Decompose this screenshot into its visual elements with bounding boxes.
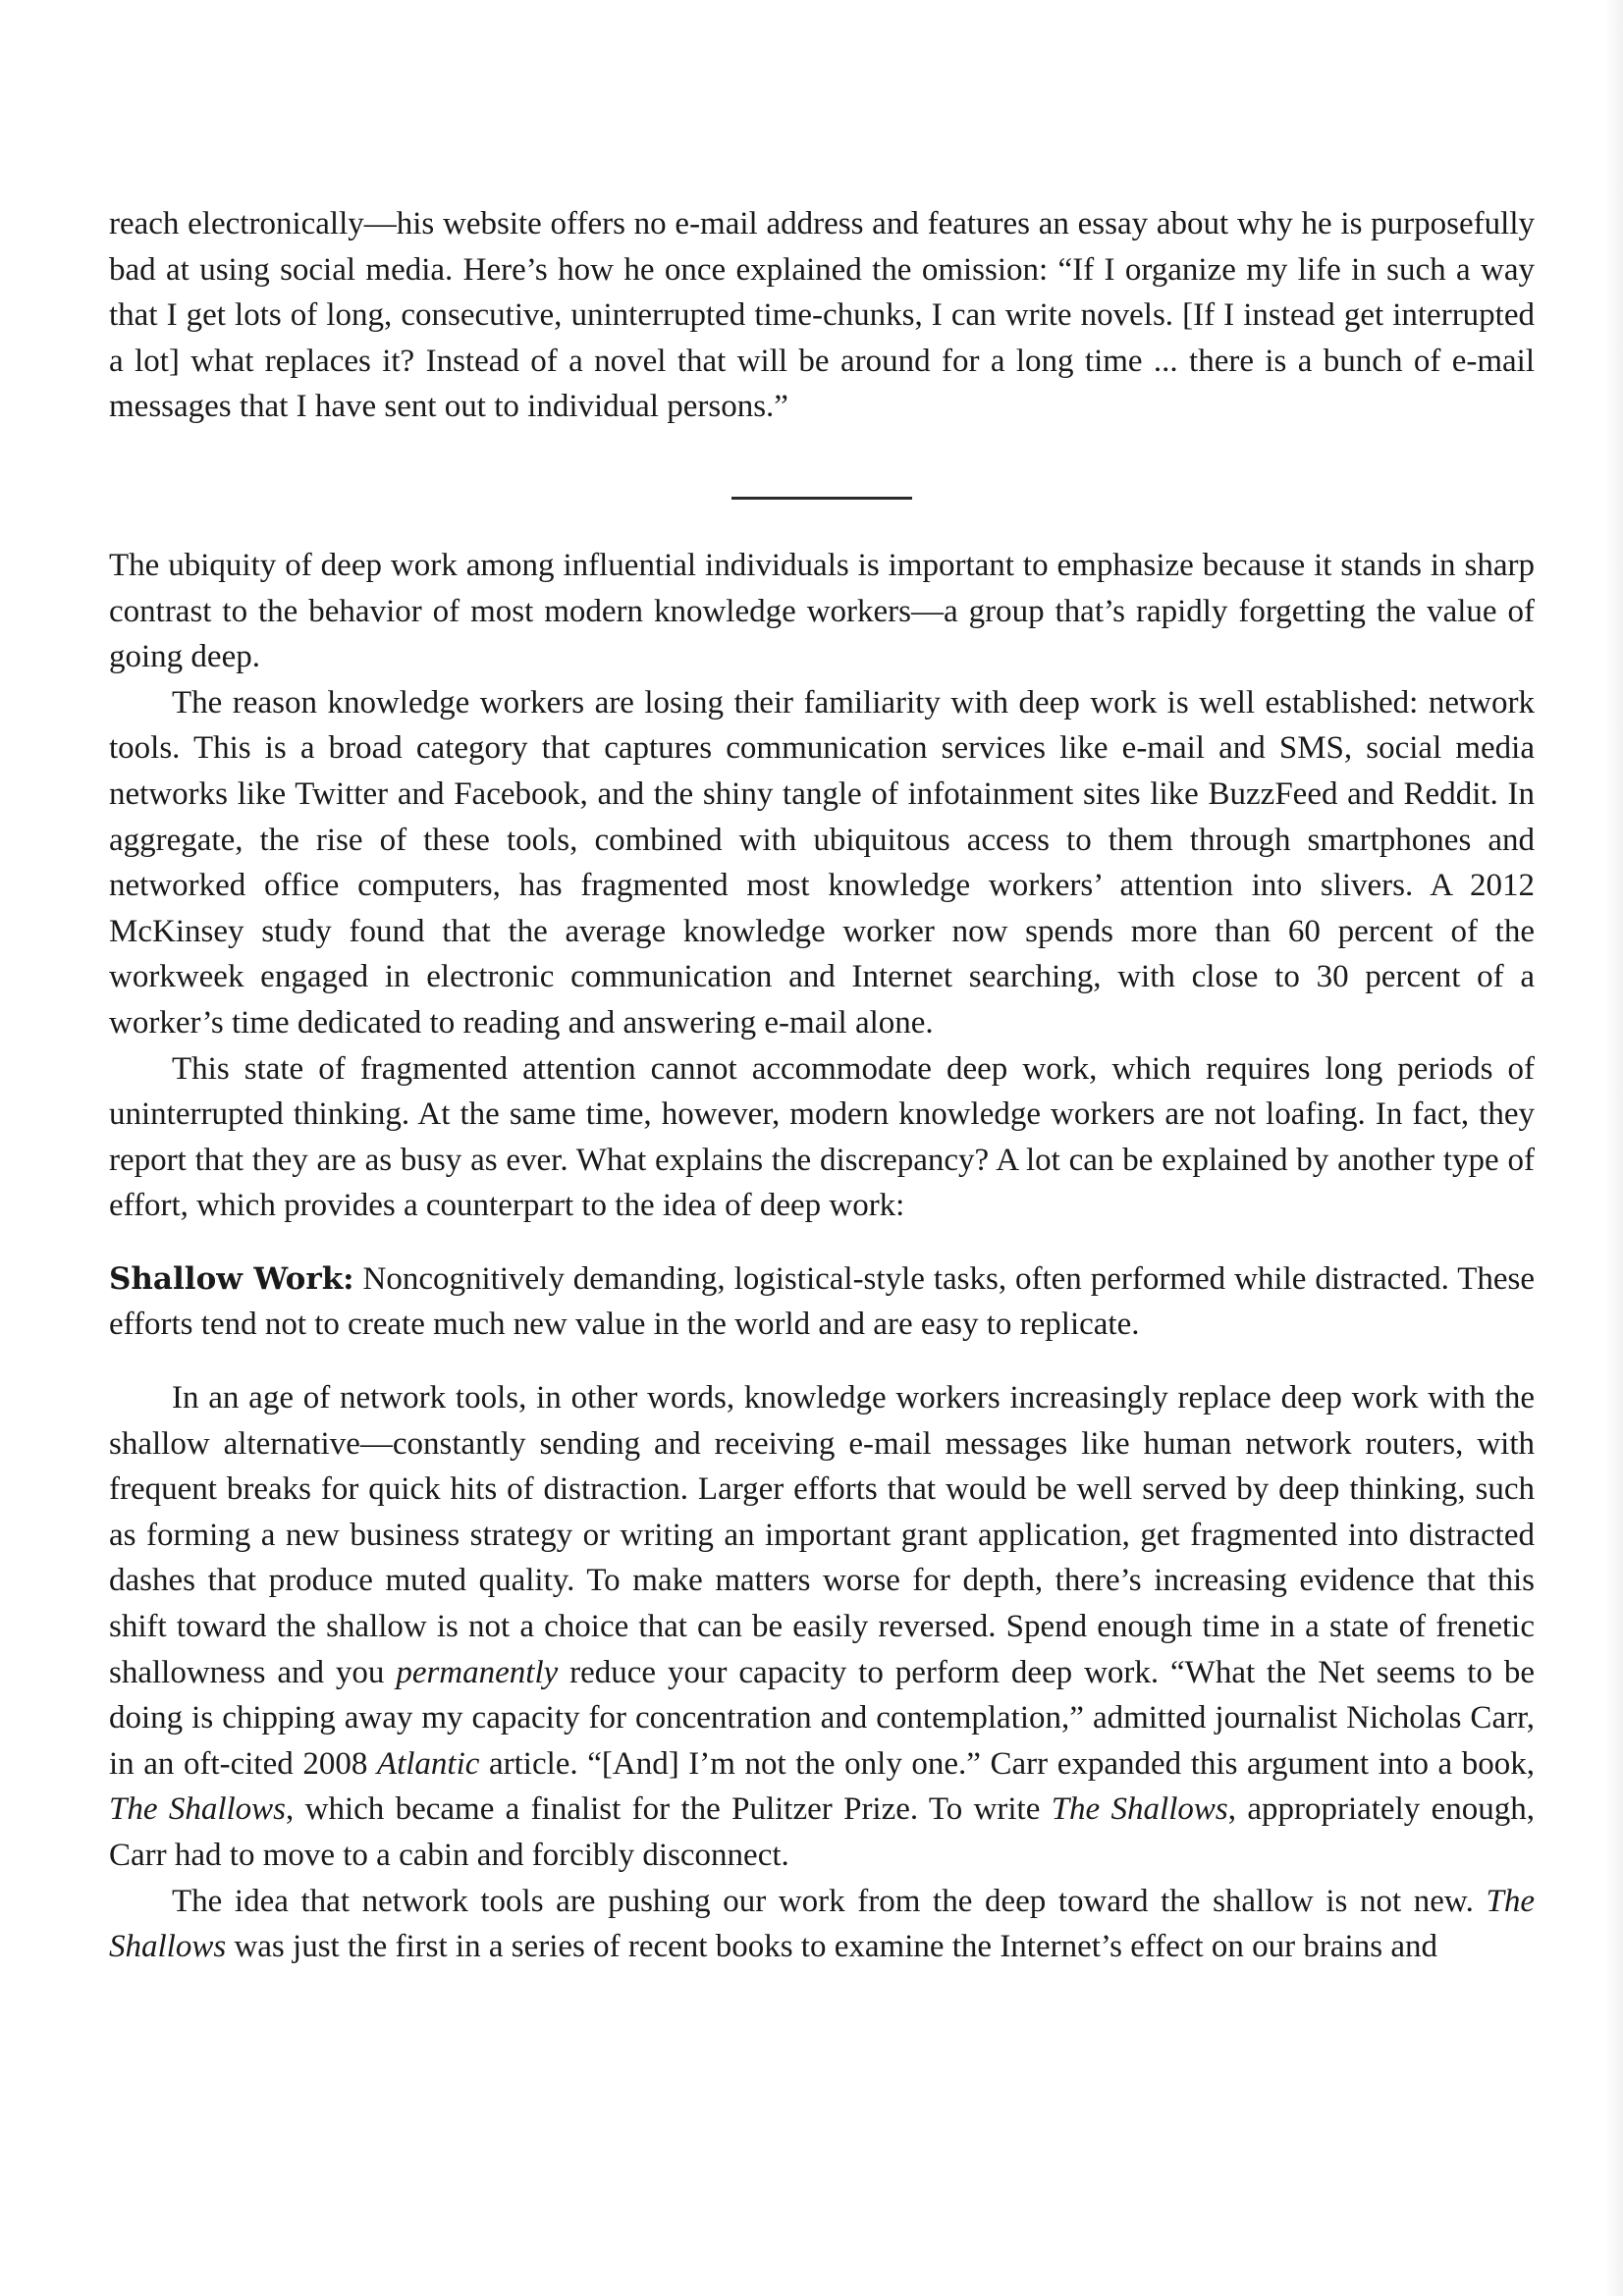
paragraph-ubiquity: The ubiquity of deep work among influential individuals is important to emphasize because it stands in sharp contrast to the behavior of most modern knowledge workers—a group that’s rapidly forgetting the value of going deep. [109,547,1535,675]
text-run: , which became a finalist for the Pulitzer Prize. To write [286,1791,1052,1828]
text-run: was just the first in a series of recent books to examine the Internet’s effect on our brains and [226,1929,1437,1965]
paragraph-age-of-network-tools [109,1375,1535,1879]
page-edge-shadow [1605,0,1623,2296]
book-title-the-shallows: The Shallows [109,1791,287,1828]
book-page-body [109,201,1535,1970]
book-title-the-shallows: The Shallows [1051,1791,1228,1828]
text-run: article. “[And] I’m not the only one.” Carr expanded this argument into a book, [479,1745,1536,1782]
text-run: , appropriately enough, Carr had to move to a cabin and forcibly disconnect. [109,1791,1535,1873]
emphasis-permanently: permanently [396,1654,559,1690]
text-run: In an age of network tools, in other words, knowledge workers increasingly replace deep work with the shallow alternative—constantly sending and receiving e-mail messages like human network routers, with frequent breaks for quick hits of distraction. Larger efforts that would be well served by deep thinking, such as forming a new business strategy or writing an important grant application, get fragmented into distracted dashes that produce muted quality. To make matters worse for depth, there’s increasing evidence that this shift toward the shallow is not a choice that can be easily reversed. Spend enough time in a state of frenetic shallowness and you [109,1380,1535,1690]
definition-shallow-work [109,1256,1535,1348]
text-run: The idea that network tools are pushing our work from the deep toward the shallow is not new. [172,1883,1487,1919]
paragraph-idea-not-new [109,1879,1535,1970]
definition-term: Shallow Work: [109,1260,354,1297]
paragraph-continuation: reach electronically—his website offers no e-mail address and features an essay about why he is purposefully bad at using social media. Here’s how he once explained the omission: “If I organize my life in such a way that I get lots of long, consecutive, uninterrupted time-chunks, I can write novels. [If I instead get interrupted a lot] what replaces it? Instead of a novel that will be around for a long time ... there is a bunch of e-mail messages that I have sent out to individual persons.” [109,206,1535,425]
section-break-rule [731,497,912,500]
publication-title-atlantic: Atlantic [376,1745,480,1782]
definition-text: Noncognitively demanding, logistical-style tasks, often performed while distracted. These efforts tend not to create much new value in the world and are easy to replicate. [109,1260,1535,1343]
book-title-the-shallows: The Shallows [109,1883,1535,1965]
paragraph-fragmented-attention: This state of fragmented attention cannot accommodate deep work, which requires long periods of uninterrupted thinking. At the same time, however, modern knowledge workers are not loafing. In fact, they report that they are as busy as ever. What explains the discrepancy? A lot can be explained by another type of effort, which provides a counterpart to the idea of deep work: [109,1050,1535,1224]
paragraph-network-tools: The reason knowledge workers are losing their familiarity with deep work is well established: network tools. This is a broad category that captures communication services like e-mail and SMS, social media networks like Twitter and Facebook, and the shiny tangle of infotainment sites like BuzzFeed and Reddit. In aggregate, the rise of these tools, combined with ubiquitous access to them through smartphones and networked office computers, has fragmented most knowledge workers’ attention into slivers. A 2012 McKinsey study found that the average knowledge worker now spends more than 60 percent of the workweek engaged in electronic communication and Internet searching, with close to 30 percent of a worker’s time dedicated to reading and answering e-mail alone. [109,684,1535,1041]
text-run: reduce your capacity to perform deep work. “What the Net seems to be doing is chipping away my capacity for concentration and contemplation,” admitted journalist Nicholas Carr, in an oft-cited 2008 [109,1654,1536,1782]
